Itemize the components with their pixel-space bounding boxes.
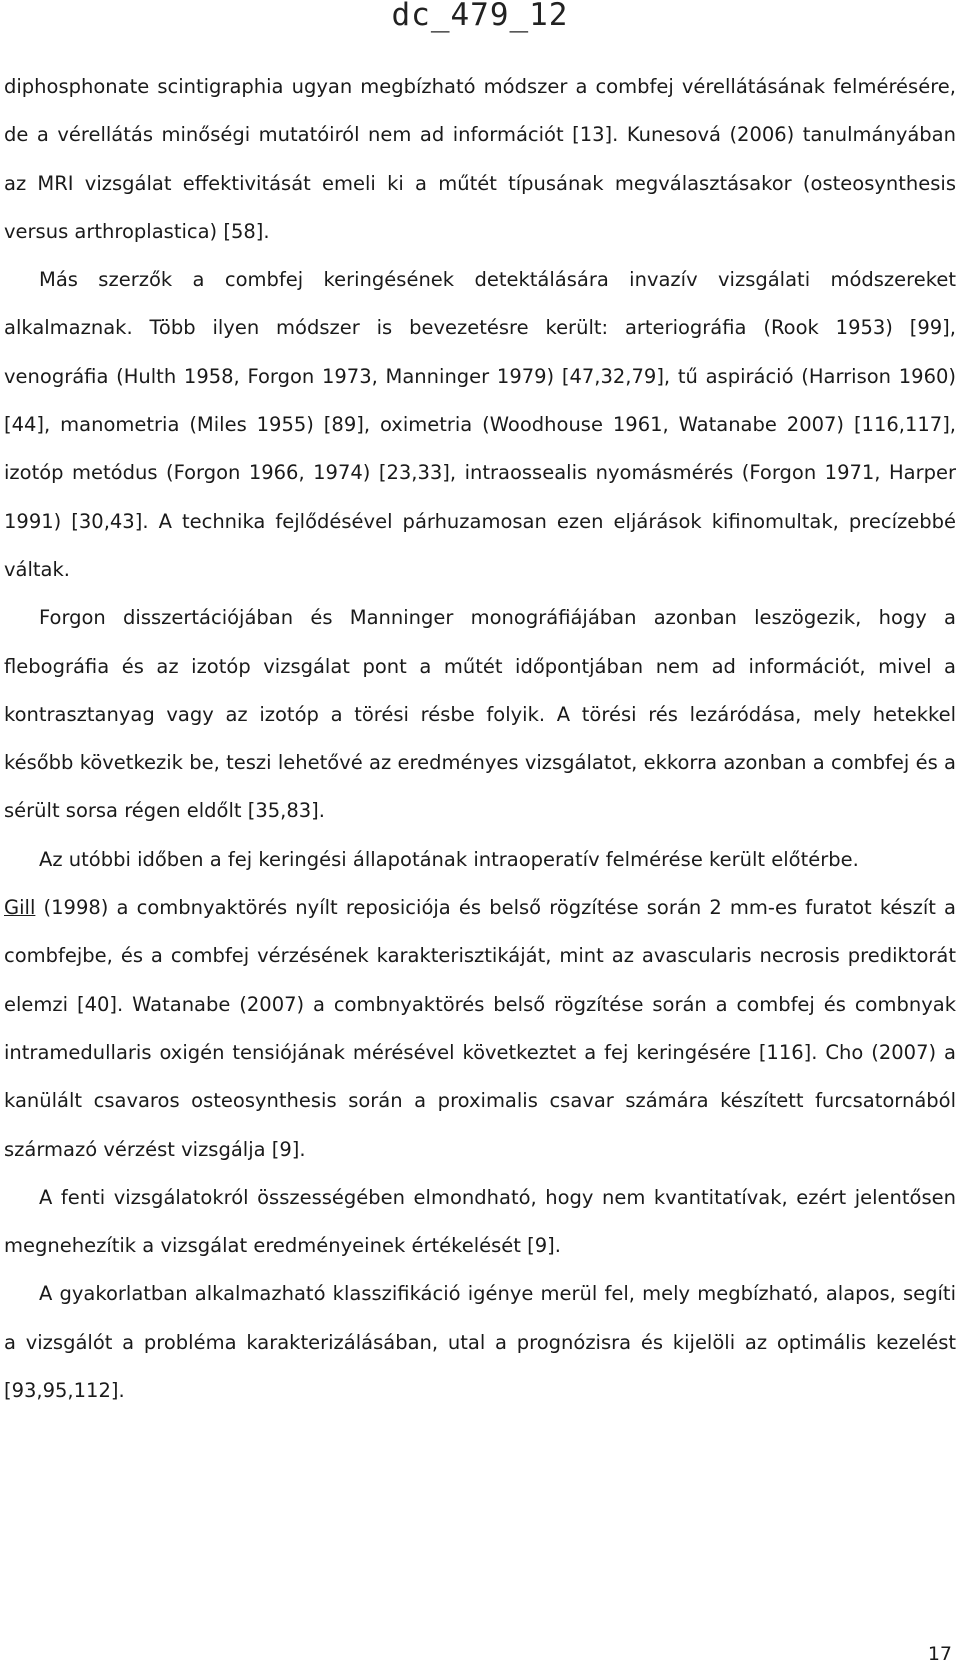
document-body — [4, 63, 956, 1415]
gill-reference: Gill — [4, 896, 36, 920]
paragraph-intraoperative — [4, 884, 956, 1174]
paragraph-forgon-manninger: Forgon disszertációjában és Manninger monográfiájában azonban leszögezik, hogy a flebográfia és az izotóp vizsgálat pont a műtét időpontjában nem ad információt, mivel a kontrasztanyag vagy az izotóp a törési résbe folyik. A törési rés lezáródása, mely hetekkel később következik be, teszi lehetővé az eredményes vizsgálatot, ekkorra azonban a combfej és a sérült sorsa régen eldőlt [35,83]. — [4, 606, 956, 823]
paragraph-intraoperative-text: (1998) a combnyaktörés nyílt reposiciója és belső rögzítése során 2 mm-es furatot készít a combfejbe, és a combfej vérzésének karakterisztikáját, mint az avascularis necrosis prediktorát elemzi [40]. Watanabe (2007) a combnyaktörés belső rögzítése során a combfej és combnyak intramedullaris oxigén tensiójának mérésével következtet a fej keringésére [116]. Cho (2007) a kanülált csavaros osteosynthesis során a proximalis csavar számára készített furcsatornából származó vérzést vizsgálja [9]. — [4, 896, 956, 1161]
paragraph-classification: A gyakorlatban alkalmazható klasszifikáció igénye merül fel, mely megbízható, alapos, segíti a vizsgálót a probléma karakterizálásában, utal a prognózisra és kijelöli az optimális kezelést [93,95,112]. — [4, 1282, 956, 1403]
document-id-header: dc_479_12 — [391, 0, 569, 33]
paragraph-summary: A fenti vizsgálatokról összességében elmondható, hogy nem kvantitatívak, ezért jelentősen megnehezítik a vizsgálat eredményeinek értékelését [9]. — [4, 1185, 956, 1258]
paragraph-invasive-methods: Más szerzők a combfej keringésének detektálására invazív vizsgálati módszereket alkalmaznak. Több ilyen módszer is bevezetésre került: arteriográfia (Rook 1953) [99], venográfia (Hulth 1958, Forgon 1973, Manninger 1979) [47,32,79], tű aspiráció (Harrison 1960) [44], manometria (Miles 1955) [89], oximetria (Woodhouse 1961, Watanabe 2007) [116,117], izotóp metódus (Forgon 1966, 1974) [23,33], intraossealis nyomásmérés (Forgon 1971, Harper 1991) [30,43]. A technika fejlődésével párhuzamosan ezen eljárások kifinomultak, precízebbé váltak. — [4, 268, 956, 581]
page-number: 17 — [927, 1643, 952, 1665]
paragraph-scintigraphia: diphosphonate scintigraphia ugyan megbízható módszer a combfej vérellátásának felmérésére, de a vérellátás minőségi mutatóiról nem ad információt [13]. Kunesová (2006) tanulmányában az MRI vizsgálat effektivitását emeli ki a műtét típusának megválasztásakor (osteosynthesis versus arthroplastica) [58]. — [4, 75, 956, 243]
paragraph-intraoperative-first-line: Az utóbbi időben a fej keringési állapotának intraoperatív felmérése került előtérbe. — [39, 847, 859, 871]
